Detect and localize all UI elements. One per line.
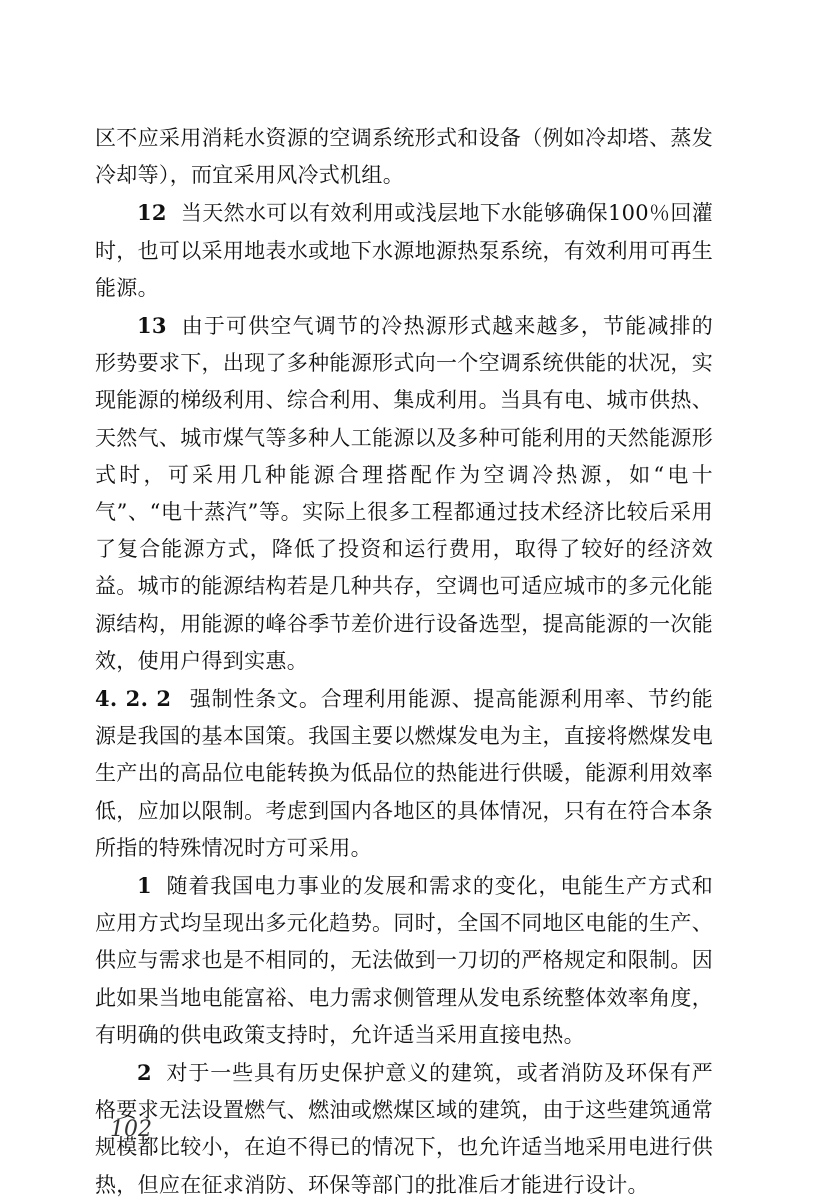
paragraph-text: 对于一些具有历史保护意义的建筑，或者消防及环保有严格要求无法设置燃气、燃油或燃煤区域的建筑，由于这些建筑通常规模都比较小，在迫不得已的情况下，也允许适当地采用电进行供热，但应在征求消防、环保等部门的批准后才能进行设计。 xyxy=(95,1061,713,1197)
paragraph-text: 强制性条文。合理利用能源、提高能源利用率、节约能源是我国的基本国策。我国主要以燃煤发电为主，直接将燃煤发电生产出的高品位电能转换为低品位的热能进行供暖，能源利用效率低，应加以限制。考虑到国内各地区的具体情况，只有在符合本条所指的特殊情况时方可采用。 xyxy=(95,687,713,860)
item-number: 2 xyxy=(137,1060,152,1086)
paragraph-continued xyxy=(95,120,713,194)
item-number: 12 xyxy=(137,200,167,226)
page-number: 102 xyxy=(110,1117,152,1142)
paragraph-item-2 xyxy=(95,1054,713,1204)
paragraph-text: 由于可供空气调节的冷热源形式越来越多，节能减排的形势要求下，出现了多种能源形式向一个空调系统供能的状况，实现能源的梯级利用、综合利用、集成利用。当具有电、城市供热、天然气、城市煤气等多种人工能源以及多种可能利用的天然能源形式时，可采用几种能源合理搭配作为空调冷热源，如“电十气”、“电十蒸汽”等。实际上很多工程都通过技术经济比较后采用了复合能源方式，降低了投资和运行费用，取得了较好的经济效益。城市的能源结构若是几种共存，空调也可适应城市的多元化能源结构，用能源的峰谷季节差价进行设备选型，提高能源的一次能效，使用户得到实惠。 xyxy=(95,314,713,673)
paragraph-text: 随着我国电力事业的发展和需求的变化，电能生产方式和应用方式均呈现出多元化趋势。同时，全国不同地区电能的生产、供应与需求也是不相同的，无法做到一刀切的严格规定和限制。因此如果当地电能富裕、电力需求侧管理从发电系统整体效率角度，有明确的供电政策支持时，允许适当采用直接电热。 xyxy=(95,874,713,1047)
paragraph-item-12 xyxy=(95,194,713,307)
paragraph-text: 当天然水可以有效利用或浅层地下水能够确保100％回灌时，也可以采用地表水或地下水源地源热泵系统，有效利用可再生能源。 xyxy=(95,201,713,300)
paragraph-item-13 xyxy=(95,307,713,680)
body-text xyxy=(95,120,713,1204)
paragraph-item-1 xyxy=(95,867,713,1054)
paragraph-text: 区不应采用消耗水资源的空调系统形式和设备（例如冷却塔、蒸发冷却等），而宜采用风冷式机组。 xyxy=(95,126,713,188)
clause-4-2-2 xyxy=(95,680,713,867)
item-number: 13 xyxy=(137,313,167,339)
item-number: 1 xyxy=(137,873,152,899)
clause-number: 4. 2. 2 xyxy=(95,686,172,712)
